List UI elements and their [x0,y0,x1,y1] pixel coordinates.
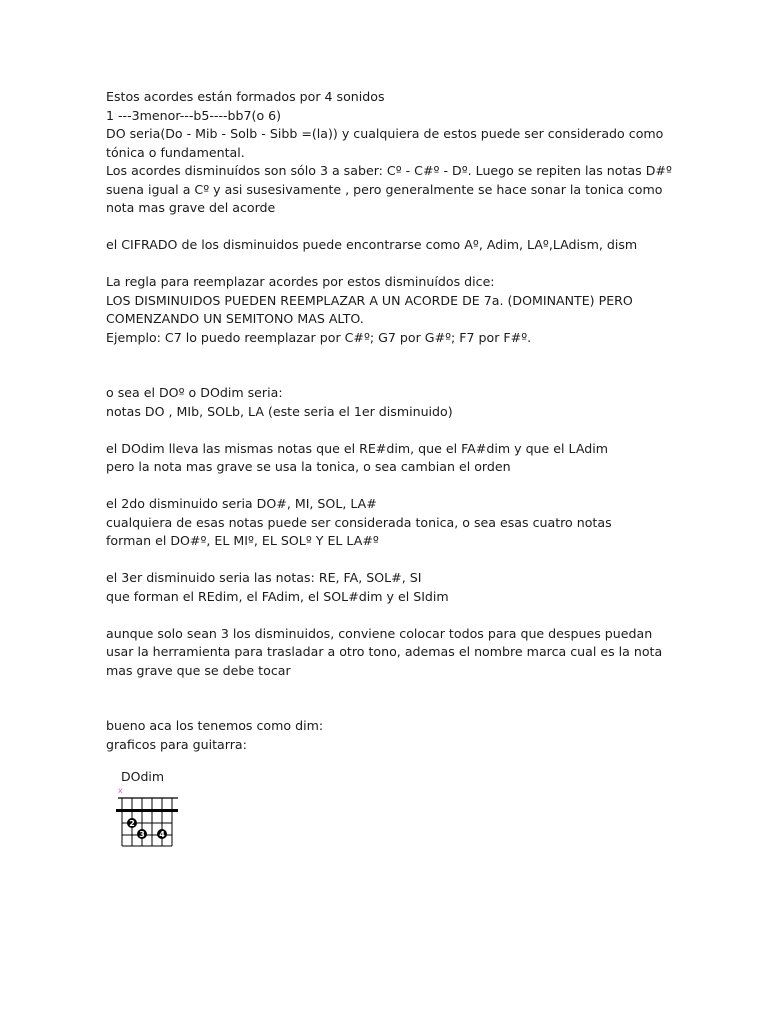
text-line: que forman el REdim, el FAdim, el SOL#dim y el SIdim [106,588,449,604]
blank-line [106,421,666,440]
blank-line [106,477,666,496]
blank-line [106,218,666,237]
blank-line [106,255,666,274]
text-line: COMENZANDO UN SEMITONO MAS ALTO. [106,311,364,326]
text-line: nota mas grave del acorde [106,200,276,215]
text-line: LOS DISMINUIDOS PUEDEN REEMPLAZAR A UN ACORDE DE 7a. (DOMINANTE) PERO [106,292,633,308]
blank-line [106,366,666,385]
text-line: o sea el DOº o DOdim seria: [106,385,283,400]
fret-bar [116,809,178,812]
text-line: cualquiera de esas notas puede ser considerada tonica, o sea esas cuatro notas [106,514,612,530]
text-line: DO seria(Do - Mib - Solb - Sibb =(la)) y cualquiera de estos puede ser considerado como [106,126,664,141]
chord-diagram-dodim [106,766,186,852]
text-line: el CIFRADO de los disminuidos puede encontrarse como Aº, Adim, LAº,LAdism, dism [106,237,638,252]
text-line: mas grave que se debe tocar [106,662,291,678]
text-line: Los acordes disminuídos son sólo 3 a saber: Cº - C#º - Dº. Luego se repiten las notas D#º [106,163,672,178]
muted-string-marker: x [118,786,123,795]
text-line: Estos acordes están formados por 4 sonidos [106,89,385,104]
text-line: tónica o fundamental. [106,144,245,160]
text-line: el 3er disminuido seria las notas: RE, FA, SOL#, SI [106,570,422,585]
blank-line [106,680,666,699]
text-line: notas DO , MIb, SOLb, LA (este seria el 1er disminuido) [106,403,453,419]
chord-name: DOdim [121,769,165,784]
text-line: suena igual a Cº y asi susesivamente , pero generalmente se hace sonar la tonica como [106,181,663,197]
text-line: forman el DO#º, EL MIº, EL SOLº Y EL LA#º [106,533,379,548]
document-body [106,88,672,754]
text-line: el 2do disminuido seria DO#, MI, SOL, LA# [106,496,377,511]
blank-line [106,606,666,625]
text-line: usar la herramienta para trasladar a otro tono, ademas el nombre marca cual es la nota [106,644,663,659]
finger-number: 2 [129,819,135,828]
finger-number: 4 [159,830,165,839]
text-line: el DOdim lleva las mismas notas que el RE#dim, que el FA#dim y que el LAdim [106,440,609,456]
blank-line [106,551,666,570]
finger-number: 3 [139,830,145,839]
text-line: graficos para guitarra: [106,736,247,752]
text-line: 1 ---3menor---b5----bb7(o 6) [106,107,282,123]
blank-line [106,699,666,718]
text-line: bueno aca los tenemos como dim: [106,718,324,733]
chord-diagram-graphic [106,766,186,852]
text-line: pero la nota mas grave se usa la tonica, o sea cambian el orden [106,459,511,474]
blank-line [106,347,666,366]
text-line: La regla para reemplazar acordes por estos disminuídos dice: [106,274,495,289]
text-line: Ejemplo: C7 lo puedo reemplazar por C#º; G7 por G#º; F7 por F#º. [106,329,532,345]
text-line: aunque solo sean 3 los disminuidos, conviene colocar todos para que despues puedan [106,625,653,641]
